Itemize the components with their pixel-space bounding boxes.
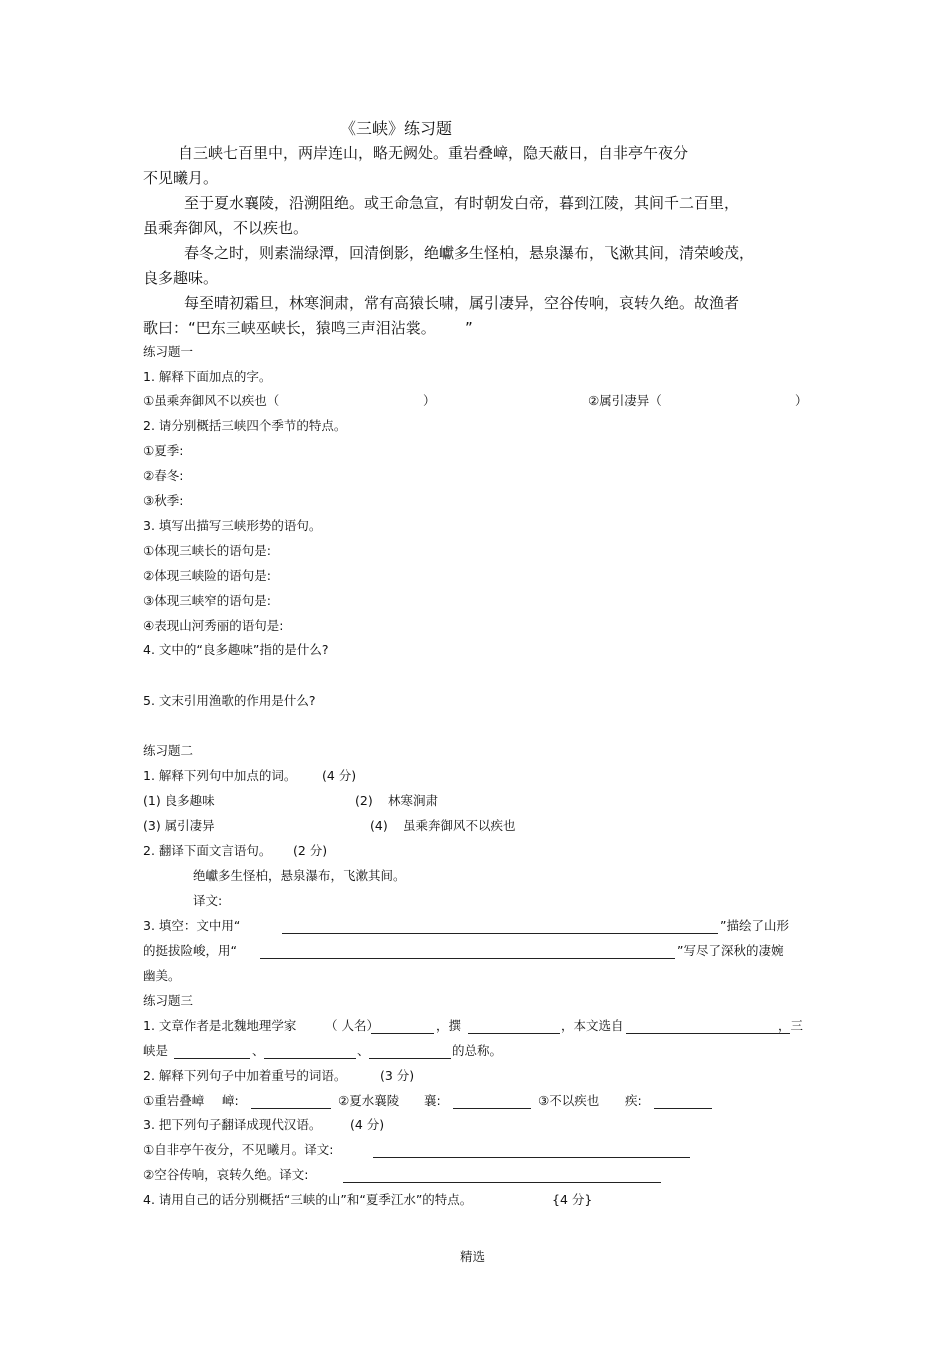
- ex3-q4: 4. 请用自己的话分别概括“三峡的山”和“夏季江水”的特点。: [143, 1192, 473, 1207]
- passage-line-1: 自三峡七百里中，两岸连山，略无阙处。重岩叠嶂，隐天蔽日，自非亭午夜分: [178, 144, 689, 162]
- ex1-q2: 2. 请分别概括三峡四个季节的特点。: [143, 418, 347, 433]
- ex3-q1-sep-2: 、: [357, 1043, 370, 1058]
- ex1-q4: 4. 文中的“良多趣味”指的是什么?: [143, 642, 329, 657]
- ex3-q3a: ①自非亭午夜分，不见曦月。译文:: [143, 1142, 334, 1157]
- ex2-q1-score: (4 分): [322, 768, 357, 783]
- ex1-q3: 3. 填写出描写三峡形势的语句。: [143, 518, 322, 533]
- ex2-q1-item-4-num: (4): [370, 818, 388, 833]
- ex2-q3-start: 3. 填空：文中用“: [143, 918, 241, 933]
- ex3-q3b: ②空谷传响，哀转久绝。译文:: [143, 1167, 309, 1182]
- ex3-q2c-word: 疾:: [625, 1093, 642, 1108]
- page-footer: 精选: [460, 1249, 486, 1264]
- ex3-q1-blank-author[interactable]: [371, 1033, 434, 1034]
- ex1-q5: 5. 文末引用渔歌的作用是什么?: [143, 693, 316, 708]
- ex1-q2a: ①夏季:: [143, 443, 184, 458]
- ex3-q2c: ③不以疾也: [538, 1093, 600, 1108]
- passage-line-4: 虽乘奔御风，不以疾也。: [143, 219, 309, 237]
- ex3-q1-end: 的总称。: [452, 1043, 503, 1058]
- ex3-q2a-word: 嶂:: [222, 1093, 239, 1108]
- passage-line-3: 至于夏水襄陵，沿溯阻绝。或王命急宣，有时朝发白帝，暮到江陵，其间千二百里，: [184, 194, 740, 212]
- ex1-q1b-close: ）: [795, 393, 808, 408]
- ex3-q1-start: 1. 文章作者是北魏地理学家: [143, 1018, 297, 1033]
- ex3-q1-blank-gorge-1[interactable]: [174, 1058, 250, 1059]
- ex2-q3-blank-2[interactable]: [260, 958, 675, 959]
- ex2-q2-translation-label: 译文:: [193, 893, 223, 908]
- ex2-q3-blank-1[interactable]: [282, 933, 718, 934]
- ex1-heading: 练习题一: [143, 344, 194, 359]
- ex1-q3d: ④表现山河秀丽的语句是:: [143, 618, 284, 633]
- passage-close-quote: ”: [465, 319, 473, 337]
- ex2-q2-text: 绝巘多生怪柏，悬泉瀑布，飞漱其间。: [193, 868, 406, 883]
- ex1-q3a: ①体现三峡长的语句是:: [143, 543, 271, 558]
- ex3-q2b-blank[interactable]: [453, 1108, 531, 1109]
- passage-line-7: 每至晴初霜旦，林寒涧肃，常有高猿长啸，属引凄异，空谷传响，哀转久绝。故渔者: [184, 294, 740, 312]
- page-title: 《三峡》练习题: [340, 119, 453, 138]
- ex1-q3c: ③体现三峡窄的语句是:: [143, 593, 271, 608]
- ex3-q1-blank-gorge-3[interactable]: [369, 1058, 451, 1059]
- ex3-q3-score: (4 分): [350, 1117, 385, 1132]
- ex1-q2c: ③秋季:: [143, 493, 184, 508]
- ex2-q1-item-3: (3) 属引凄异: [143, 818, 215, 833]
- ex2-q1-item-2-num: (2): [355, 793, 373, 808]
- ex3-q1-three: ，三: [778, 1018, 804, 1033]
- ex1-q1b: ②属引凄异（: [588, 393, 662, 408]
- ex3-q1-wrote: ，撰: [436, 1018, 462, 1033]
- ex2-heading: 练习题二: [143, 743, 194, 758]
- ex3-q1-name-hint: （ 人名）: [325, 1018, 379, 1033]
- ex2-q1: 1. 解释下列句中加点的词。: [143, 768, 297, 783]
- ex1-q2b: ②春冬:: [143, 468, 184, 483]
- ex3-q1-gorge: 峡是: [143, 1043, 169, 1058]
- ex3-q1-blank-source[interactable]: [626, 1033, 790, 1034]
- ex2-q1-item-2: 林寒涧肃: [388, 793, 439, 808]
- ex2-q3-end: 幽美。: [143, 968, 181, 983]
- ex1-q3b: ②体现三峡险的语句是:: [143, 568, 271, 583]
- ex3-q4-score: {4 分}: [552, 1192, 593, 1207]
- ex2-q3-line2-start: 的挺拔险峻，用“: [143, 943, 237, 958]
- passage-line-8: 歌曰：“巴东三峡巫峡长，猿鸣三声泪沾裳。: [143, 319, 436, 337]
- ex3-q2c-blank[interactable]: [654, 1108, 712, 1109]
- ex3-q2b: ②夏水襄陵: [338, 1093, 400, 1108]
- passage-line-6: 良多趣味。: [143, 269, 219, 287]
- passage-line-5: 春冬之时，则素湍绿潭，回清倒影，绝巘多生怪柏，悬泉瀑布，飞漱其间，清荣峻茂，: [184, 244, 755, 262]
- ex3-q1-blank-gorge-2[interactable]: [264, 1058, 356, 1059]
- ex3-q2b-word: 襄:: [424, 1093, 441, 1108]
- ex3-heading: 练习题三: [143, 993, 194, 1008]
- ex3-q1-blank-book[interactable]: [468, 1033, 560, 1034]
- ex1-q1a-close: ）: [423, 393, 436, 408]
- ex2-q2: 2. 翻译下面文言语句。: [143, 843, 272, 858]
- ex3-q1-sep-1: 、: [252, 1043, 265, 1058]
- passage-line-2: 不见曦月。: [143, 169, 219, 187]
- ex2-q1-item-1: (1) 良多趣味: [143, 793, 215, 808]
- ex2-q2-score: (2 分): [293, 843, 328, 858]
- ex2-q3-line2-end: ”写尽了深秋的凄婉: [677, 943, 784, 958]
- ex1-q1a: ①虽乘奔御风不以疾也（: [143, 393, 280, 408]
- ex1-q1: 1. 解释下面加点的字。: [143, 369, 272, 384]
- ex3-q2-score: (3 分): [380, 1068, 415, 1083]
- ex3-q1-from: ，本文选自: [561, 1018, 624, 1033]
- ex3-q2: 2. 解释下列句子中加着重号的词语。: [143, 1068, 347, 1083]
- ex3-q3b-blank[interactable]: [343, 1182, 661, 1183]
- ex2-q3-mid: ”描绘了山形: [720, 918, 789, 933]
- ex3-q2a: ①重岩叠嶂: [143, 1093, 205, 1108]
- ex3-q3: 3. 把下列句子翻译成现代汉语。: [143, 1117, 322, 1132]
- ex2-q1-item-4: 虽乘奔御风不以疾也: [403, 818, 516, 833]
- ex3-q2a-blank[interactable]: [251, 1108, 331, 1109]
- ex3-q3a-blank[interactable]: [373, 1157, 690, 1158]
